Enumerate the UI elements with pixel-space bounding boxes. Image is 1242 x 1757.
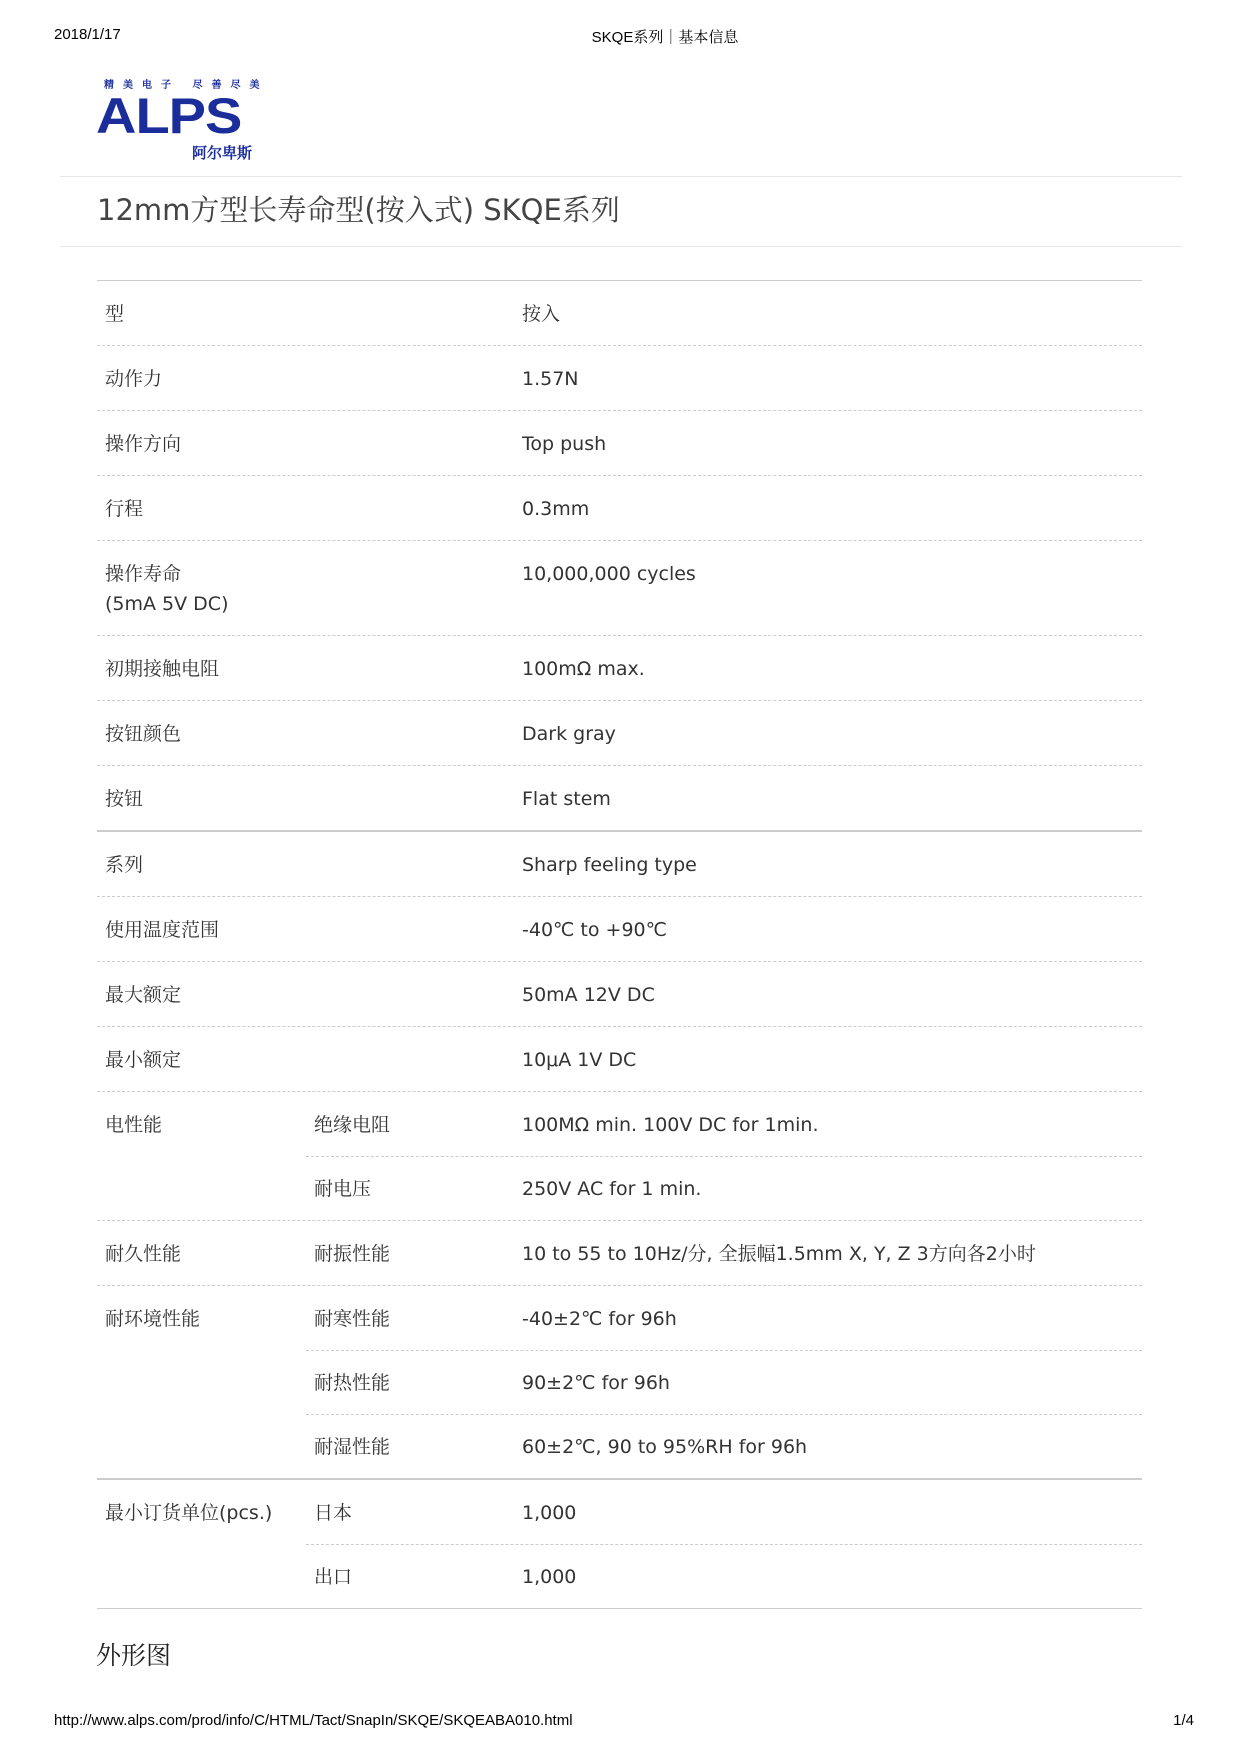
spec-value: 50mA 12V DC — [522, 984, 655, 1006]
print-title: SKQE系列｜基本信息 — [591, 29, 739, 46]
spec-value: 1,000 — [522, 1502, 577, 1524]
spec-value: 10,000,000 cycles — [522, 563, 696, 585]
table-row — [97, 1220, 1142, 1285]
spec-label: 操作方向 — [105, 433, 182, 455]
spec-label: 初期接触电阻 — [105, 658, 220, 680]
spec-label: 动作力 — [105, 368, 163, 390]
spec-value: 60±2℃, 90 to 95%RH for 96h — [522, 1436, 808, 1458]
title-divider-top — [60, 176, 1182, 177]
spec-value: 90±2℃ for 96h — [522, 1372, 670, 1394]
spec-sublabel: 耐振性能 — [314, 1243, 391, 1265]
spec-label: 行程 — [105, 498, 144, 520]
spec-value: 100mΩ max. — [522, 658, 645, 680]
spec-sublabel: 耐湿性能 — [314, 1436, 391, 1458]
spec-label: 按钮颜色 — [105, 723, 182, 745]
spec-label: 使用温度范围 — [105, 919, 220, 941]
spec-value: Flat stem — [522, 788, 611, 810]
spec-label-condition: (5mA 5V DC) — [105, 593, 229, 615]
spec-label: 耐久性能 — [105, 1243, 182, 1265]
spec-label: 最小订货单位(pcs.) — [105, 1502, 273, 1524]
spec-label: 最大额定 — [105, 984, 182, 1006]
spec-value: Top push — [522, 433, 607, 455]
spec-table — [97, 280, 1142, 1609]
spec-label: 耐环境性能 — [105, 1308, 201, 1330]
table-row — [97, 700, 1142, 765]
print-header — [0, 26, 1242, 56]
spec-value: 1.57N — [522, 368, 579, 390]
spec-value: 0.3mm — [522, 498, 590, 520]
spec-value: 10 to 55 to 10Hz/分, 全振幅1.5mm X, Y, Z 3方向各2小时 — [522, 1243, 1036, 1265]
spec-label: 最小额定 — [105, 1049, 182, 1071]
logo-wordmark: ALPS — [96, 87, 242, 144]
spec-value: 100MΩ min. 100V DC for 1min. — [522, 1114, 819, 1136]
logo-chinese-name: 阿尔卑斯 — [192, 144, 253, 162]
spec-label: 型 — [105, 303, 125, 325]
table-row — [97, 410, 1142, 475]
spec-value: Dark gray — [522, 723, 616, 745]
table-row — [97, 475, 1142, 540]
section-title-outline-drawing: 外形图 — [96, 1641, 172, 1670]
print-date: 2018/1/17 — [54, 26, 121, 43]
table-row — [97, 961, 1142, 1026]
spec-sublabel: 绝缘电阻 — [314, 1114, 391, 1136]
table-row — [97, 280, 1142, 345]
table-row — [97, 635, 1142, 700]
spec-label: 系列 — [105, 854, 144, 876]
spec-sublabel: 出口 — [314, 1566, 353, 1588]
page-title: 12mm方型长寿命型(按入式) SKQE系列 — [97, 193, 620, 227]
spec-sublabel: 耐电压 — [314, 1178, 372, 1200]
page-number: 1/4 — [1173, 1712, 1194, 1729]
spec-value: 按入 — [522, 303, 561, 325]
spec-value: 1,000 — [522, 1566, 577, 1588]
spec-value: 250V AC for 1 min. — [522, 1178, 702, 1200]
print-footer — [0, 1712, 1242, 1742]
table-row — [97, 830, 1142, 896]
spec-label: 电性能 — [105, 1114, 163, 1136]
spec-value: -40℃ to +90℃ — [522, 919, 667, 941]
table-row — [97, 345, 1142, 410]
alps-logo[interactable] — [96, 74, 286, 166]
spec-sublabel: 耐热性能 — [314, 1372, 391, 1394]
table-row — [97, 540, 1142, 635]
page-url[interactable]: http://www.alps.com/prod/info/C/HTML/Tact/SnapIn/SKQE/SKQEABA010.html — [54, 1712, 573, 1729]
spec-value: 10μA 1V DC — [522, 1049, 637, 1071]
table-row — [97, 1414, 1142, 1478]
title-divider-bottom — [60, 246, 1182, 247]
table-row — [97, 1285, 1142, 1350]
table-row — [97, 896, 1142, 961]
table-row — [97, 1478, 1142, 1544]
table-row — [97, 1091, 1142, 1156]
table-row — [97, 1156, 1142, 1220]
table-row — [97, 1026, 1142, 1091]
spec-value: -40±2℃ for 96h — [522, 1308, 677, 1330]
spec-value: Sharp feeling type — [522, 854, 697, 876]
table-row — [97, 1350, 1142, 1414]
spec-sublabel: 耐寒性能 — [314, 1308, 391, 1330]
logo-tagline: 精美电子 尽善尽美 — [104, 80, 269, 91]
spec-sublabel: 日本 — [314, 1502, 353, 1524]
spec-label: 操作寿命 — [105, 563, 182, 585]
table-row — [97, 1544, 1142, 1609]
spec-label: 按钮 — [105, 788, 144, 810]
table-row — [97, 765, 1142, 830]
